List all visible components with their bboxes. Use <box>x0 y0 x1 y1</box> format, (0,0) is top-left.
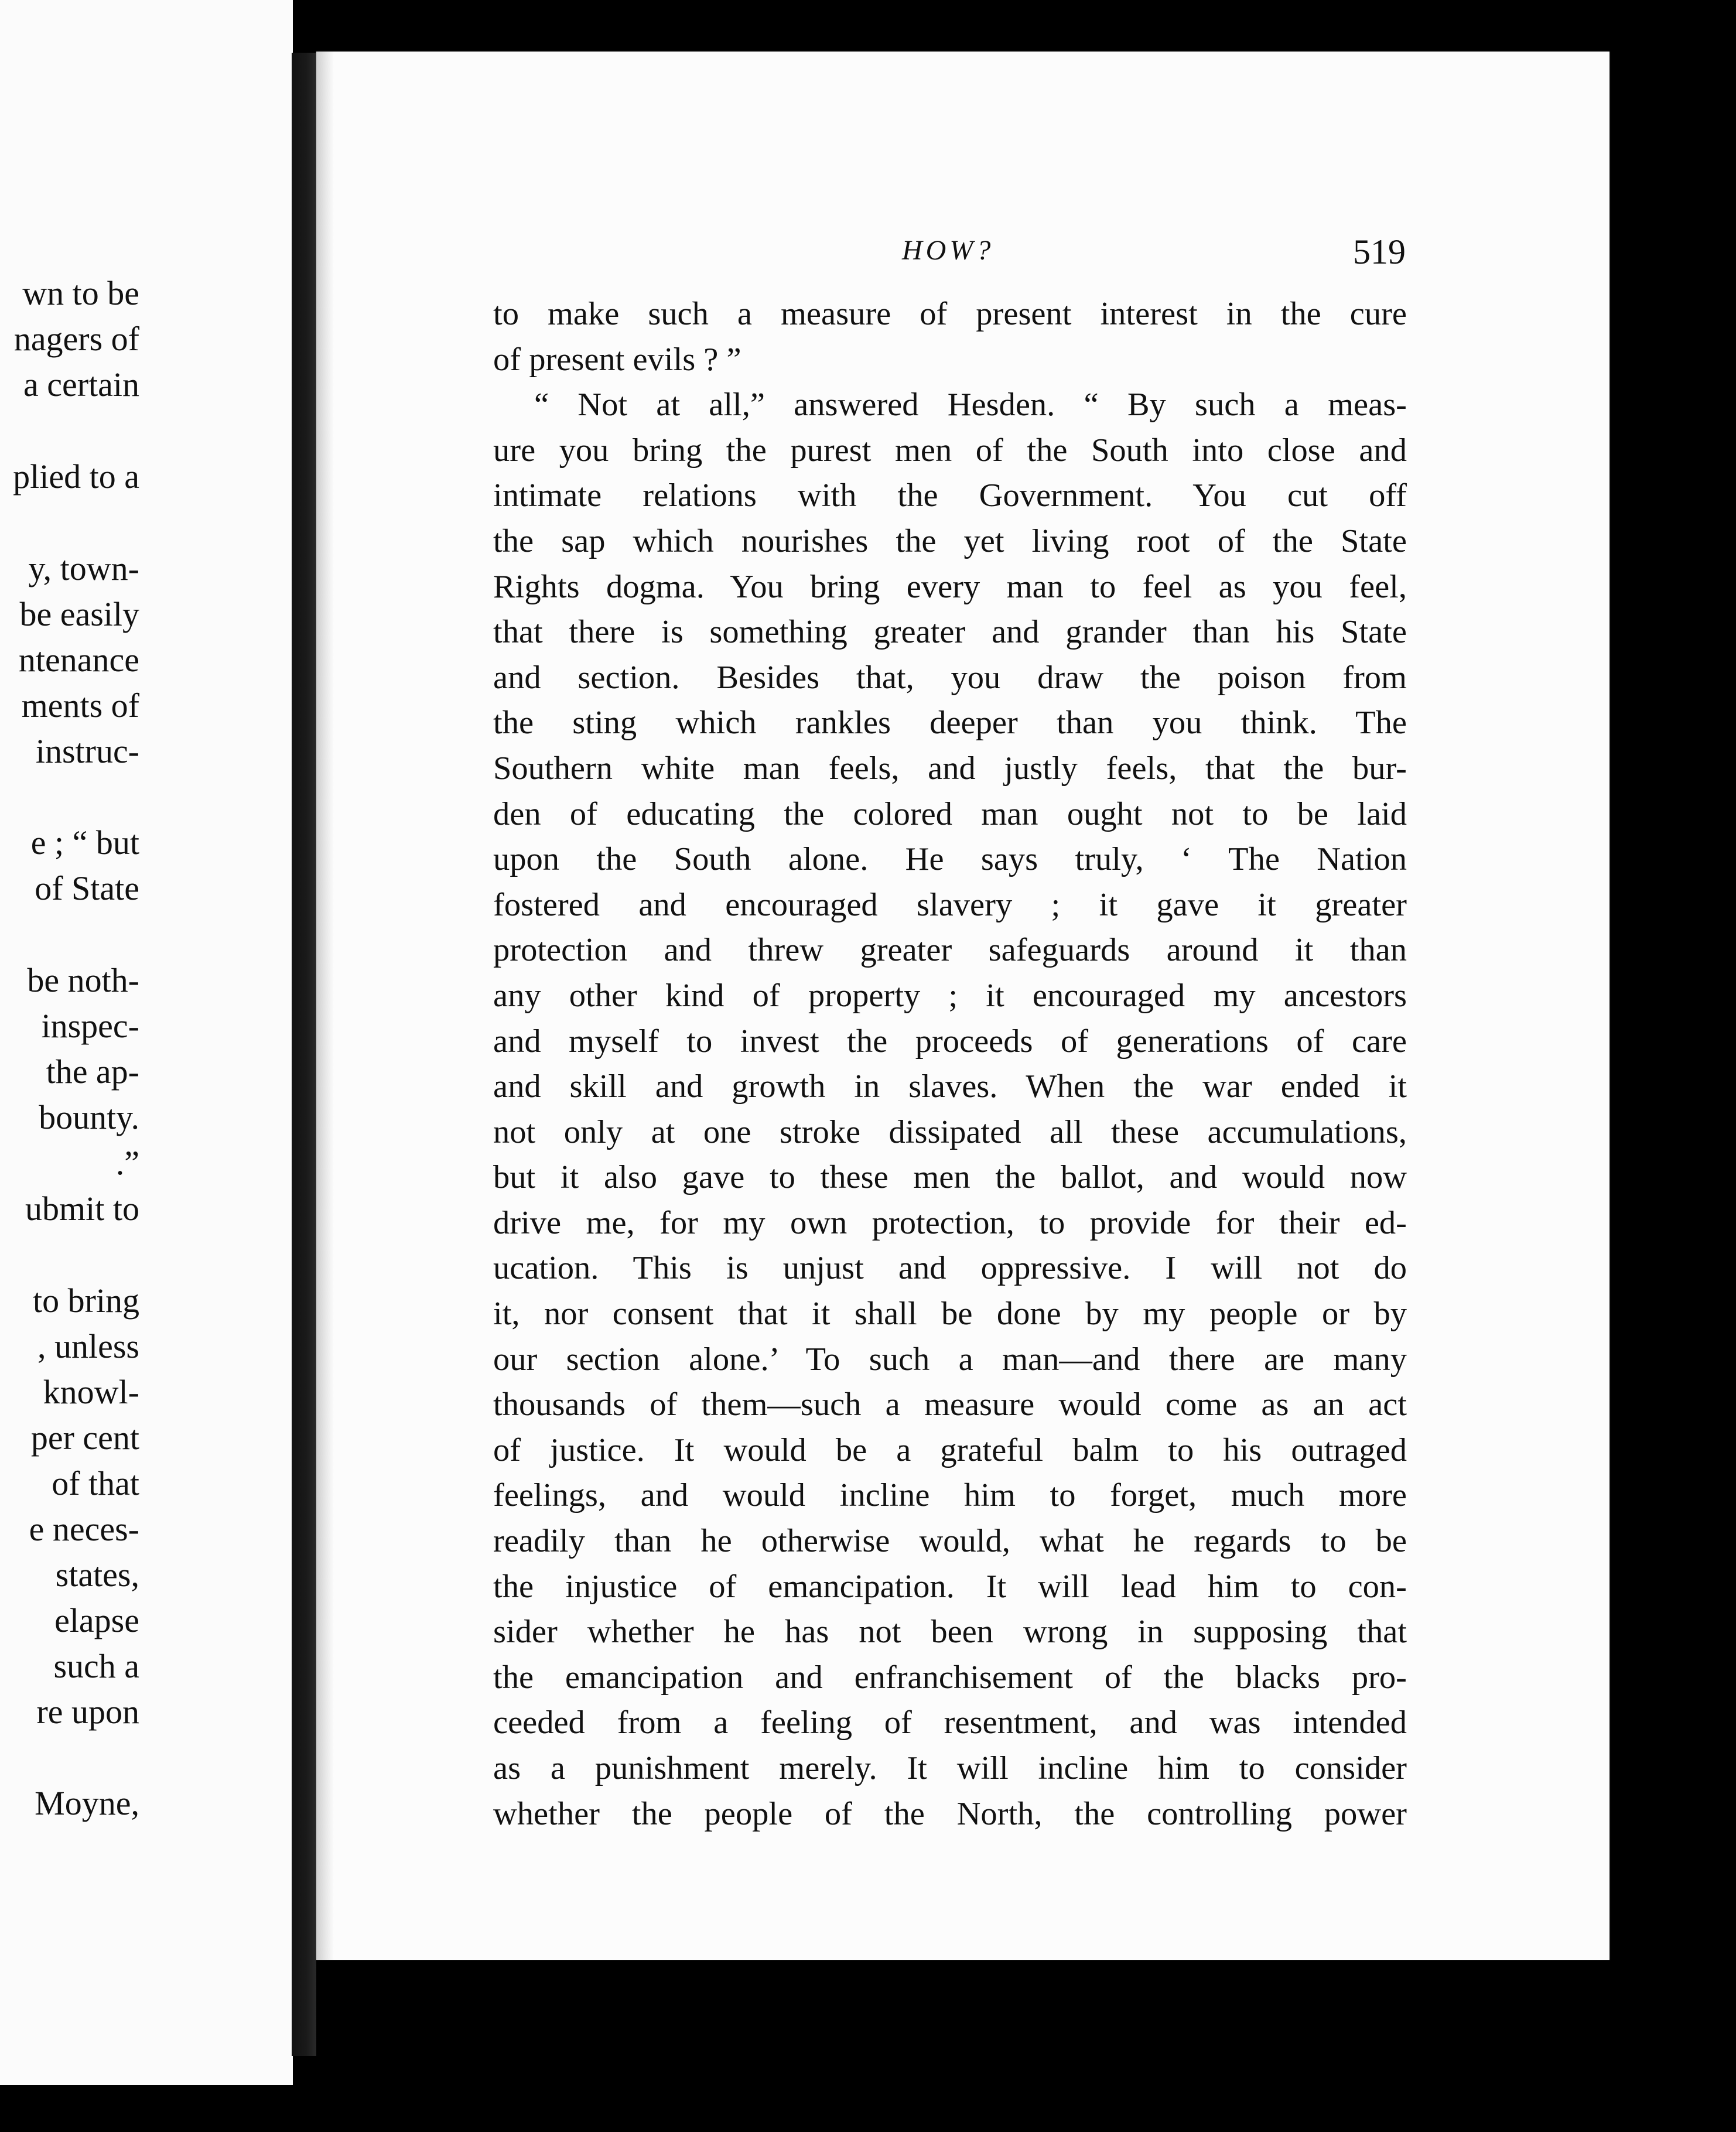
text-line: that there is something greater and grander than his State <box>493 614 1407 651</box>
facing-page-fragment <box>0 0 293 2085</box>
gutter-shadow <box>316 52 334 1960</box>
facing-line: knowl- <box>43 1373 139 1411</box>
text-line: “ Not at all,” answered Hesden. “ By such a meas- <box>534 387 1407 423</box>
book-spine <box>292 53 316 2056</box>
facing-line: ments of <box>21 686 139 725</box>
text-line: fostered and encouraged slavery ; it gave it greater <box>493 886 1407 923</box>
facing-line: y, town- <box>28 549 139 587</box>
page-number: 519 <box>1353 233 1406 271</box>
facing-line: nagers of <box>13 320 139 358</box>
facing-line: bounty. <box>39 1098 139 1136</box>
facing-line: , unless <box>37 1327 139 1365</box>
text-line: whether the people of the North, the controlling power <box>493 1795 1407 1832</box>
facing-line: wn to be <box>22 274 139 312</box>
facing-line: elapse <box>54 1601 139 1639</box>
text-line: Rights dogma. You bring every man to feel as you feel, <box>493 568 1407 605</box>
text-line: ceeded from a feeling of resentment, and was intended <box>493 1704 1407 1741</box>
text-line: the emancipation and enfranchisement of the blacks pro- <box>493 1659 1407 1696</box>
text-line: our section alone.’ To such a man—and there are many <box>493 1341 1407 1378</box>
text-line: upon the South alone. He says truly, ‘ The Nation <box>493 841 1407 878</box>
text-line: as a punishment merely. It will incline him to consider <box>493 1750 1407 1786</box>
text-line: it, nor consent that it shall be done by my people or by <box>493 1296 1407 1332</box>
text-line: and section. Besides that, you draw the poison from <box>493 659 1407 696</box>
facing-line: instruc- <box>35 732 139 770</box>
facing-line: of that <box>52 1464 139 1502</box>
text-line: the injustice of emancipation. It will lead him to con- <box>493 1568 1407 1605</box>
facing-line: such a <box>53 1647 139 1685</box>
text-line: any other kind of property ; it encouraged my ancestors <box>493 977 1407 1014</box>
facing-line: of State <box>35 869 139 907</box>
facing-line: states, <box>55 1556 139 1594</box>
facing-line: a certain <box>23 365 139 404</box>
text-line: ucation. This is unjust and oppressive. I will not do <box>493 1250 1407 1287</box>
text-line: the sap which nourishes the yet living root of the State <box>493 522 1407 559</box>
text-line: the sting which rankles deeper than you think. The <box>493 705 1407 742</box>
facing-line: ubmit to <box>25 1190 139 1228</box>
text-line: drive me, for my own protection, to provide for their ed- <box>493 1204 1407 1241</box>
text-line: of present evils ? ” <box>493 341 741 378</box>
facing-line: plied to a <box>13 457 139 496</box>
facing-line: the ap- <box>46 1053 139 1091</box>
text-line: Southern white man feels, and justly feels, that the bur- <box>493 750 1407 787</box>
facing-line: Moyne, <box>35 1784 139 1822</box>
facing-line: inspec- <box>41 1007 139 1045</box>
body-text <box>493 292 1407 1837</box>
text-line: but it also gave to these men the ballot, and would now <box>493 1159 1407 1196</box>
text-line: and skill and growth in slaves. When the war ended it <box>493 1068 1407 1105</box>
text-line: and myself to invest the proceeds of generations of care <box>493 1023 1407 1060</box>
facing-line: be easily <box>19 595 139 633</box>
text-line: feelings, and would incline him to forget, much more <box>493 1477 1407 1514</box>
text-line: intimate relations with the Government. You cut off <box>493 477 1407 514</box>
facing-line: e neces- <box>29 1510 139 1548</box>
text-line: ure you bring the purest men of the South into close and <box>493 432 1407 469</box>
text-line: to make such a measure of present interest in the cure <box>493 296 1407 332</box>
facing-line: per cent <box>30 1419 139 1457</box>
text-line: readily than he otherwise would, what he regards to be <box>493 1523 1407 1560</box>
text-line: of justice. It would be a grateful balm to his outraged <box>493 1431 1407 1468</box>
text-line: not only at one stroke dissipated all these accumulations, <box>493 1113 1407 1150</box>
facing-line: ntenance <box>18 641 139 679</box>
text-line: protection and threw greater safeguards around it than <box>493 932 1407 969</box>
facing-line: re upon <box>36 1693 139 1731</box>
running-head: HOW? <box>902 235 995 266</box>
facing-line: to bring <box>32 1282 139 1320</box>
book-page <box>316 52 1609 1960</box>
facing-line: be noth- <box>27 961 139 999</box>
facing-line: .” <box>115 1144 139 1182</box>
text-line: thousands of them—such a measure would come as an act <box>493 1386 1407 1423</box>
facing-line: e ; “ but <box>30 824 139 862</box>
text-line: sider whether he has not been wrong in supposing that <box>493 1614 1407 1651</box>
text-line: den of educating the colored man ought not to be laid <box>493 795 1407 832</box>
